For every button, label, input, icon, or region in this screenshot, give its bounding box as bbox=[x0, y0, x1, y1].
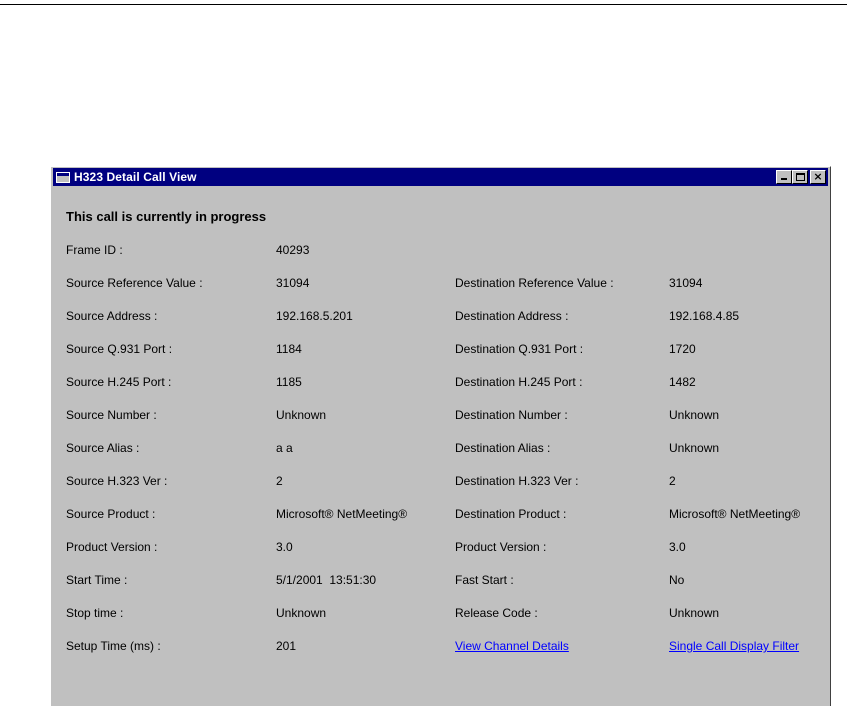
source-product-label: Source Product : bbox=[66, 507, 156, 521]
source-number-value: Unknown bbox=[276, 408, 327, 422]
source-product-value: Microsoft® NetMeeting® bbox=[276, 507, 408, 521]
single-call-display-filter-link[interactable]: Single Call Display Filter bbox=[669, 639, 800, 653]
title-bar[interactable] bbox=[53, 168, 828, 186]
destination-address-label: Destination Address : bbox=[455, 309, 569, 323]
call-status-heading: This call is currently in progress bbox=[66, 209, 267, 224]
source-number-label: Source Number : bbox=[66, 408, 157, 422]
view-channel-details-link[interactable]: View Channel Details bbox=[455, 639, 569, 653]
maximize-button[interactable] bbox=[792, 170, 808, 184]
source-h323-ver-value: 2 bbox=[276, 474, 283, 488]
destination-reference-value: 31094 bbox=[669, 276, 703, 290]
source-product-version-value: 3.0 bbox=[276, 540, 293, 554]
title-bar-buttons bbox=[776, 170, 826, 184]
destination-h323-ver-label: Destination H.323 Ver : bbox=[455, 474, 579, 488]
release-code-label: Release Code : bbox=[455, 606, 538, 620]
destination-product-version-label: Product Version : bbox=[455, 540, 547, 554]
destination-product-label: Destination Product : bbox=[455, 507, 567, 521]
destination-q931-port-label: Destination Q.931 Port : bbox=[455, 342, 584, 356]
source-reference-value-label: Source Reference Value : bbox=[66, 276, 203, 290]
window-icon[interactable] bbox=[56, 172, 70, 183]
stop-time-label: Stop time : bbox=[66, 606, 124, 620]
setup-time-label: Setup Time (ms) : bbox=[66, 639, 161, 653]
start-time-label: Start Time : bbox=[66, 573, 128, 587]
minimize-button[interactable] bbox=[776, 170, 792, 184]
start-time-value: 5/1/2001 13:51:30 bbox=[276, 573, 377, 587]
stop-time-value: Unknown bbox=[276, 606, 327, 620]
close-icon: × bbox=[813, 170, 823, 183]
frame-id-label: Frame ID : bbox=[66, 243, 123, 257]
window-title: H323 Detail Call View bbox=[74, 170, 197, 184]
source-alias-value: a a bbox=[276, 441, 293, 455]
destination-alias-value: Unknown bbox=[669, 441, 720, 455]
source-address-label: Source Address : bbox=[66, 309, 158, 323]
destination-number-value: Unknown bbox=[669, 408, 720, 422]
setup-time-value: 201 bbox=[276, 639, 297, 653]
destination-h245-port-value: 1482 bbox=[669, 375, 696, 389]
source-q931-port-value: 1184 bbox=[276, 342, 302, 356]
source-h245-port-label: Source H.245 Port : bbox=[66, 375, 172, 389]
source-h323-ver-label: Source H.323 Ver : bbox=[66, 474, 168, 488]
source-q931-port-label: Source Q.931 Port : bbox=[66, 342, 173, 356]
call-detail-content bbox=[51, 187, 830, 706]
destination-product-version-value: 3.0 bbox=[669, 540, 686, 554]
source-h245-port-value: 1185 bbox=[276, 375, 302, 389]
fast-start-label: Fast Start : bbox=[455, 573, 514, 587]
destination-q931-port-value: 1720 bbox=[669, 342, 696, 356]
h323-detail-call-view-window bbox=[50, 166, 831, 706]
source-address-value: 192.168.5.201 bbox=[276, 309, 353, 323]
source-alias-label: Source Alias : bbox=[66, 441, 140, 455]
source-reference-value: 31094 bbox=[276, 276, 310, 290]
source-product-version-label: Product Version : bbox=[66, 540, 158, 554]
destination-h245-port-label: Destination H.245 Port : bbox=[455, 375, 583, 389]
destination-alias-label: Destination Alias : bbox=[455, 441, 551, 455]
minimize-icon bbox=[781, 178, 787, 180]
close-button[interactable] bbox=[810, 170, 826, 184]
frame-id-value: 40293 bbox=[276, 243, 310, 257]
destination-number-label: Destination Number : bbox=[455, 408, 568, 422]
fast-start-value: No bbox=[669, 573, 685, 587]
top-divider-line bbox=[0, 4, 847, 5]
release-code-value: Unknown bbox=[669, 606, 720, 620]
destination-reference-value-label: Destination Reference Value : bbox=[455, 276, 614, 290]
destination-product-value: Microsoft® NetMeeting® bbox=[669, 507, 801, 521]
destination-address-value: 192.168.4.85 bbox=[669, 309, 740, 323]
destination-h323-ver-value: 2 bbox=[669, 474, 676, 488]
maximize-icon bbox=[796, 173, 805, 181]
